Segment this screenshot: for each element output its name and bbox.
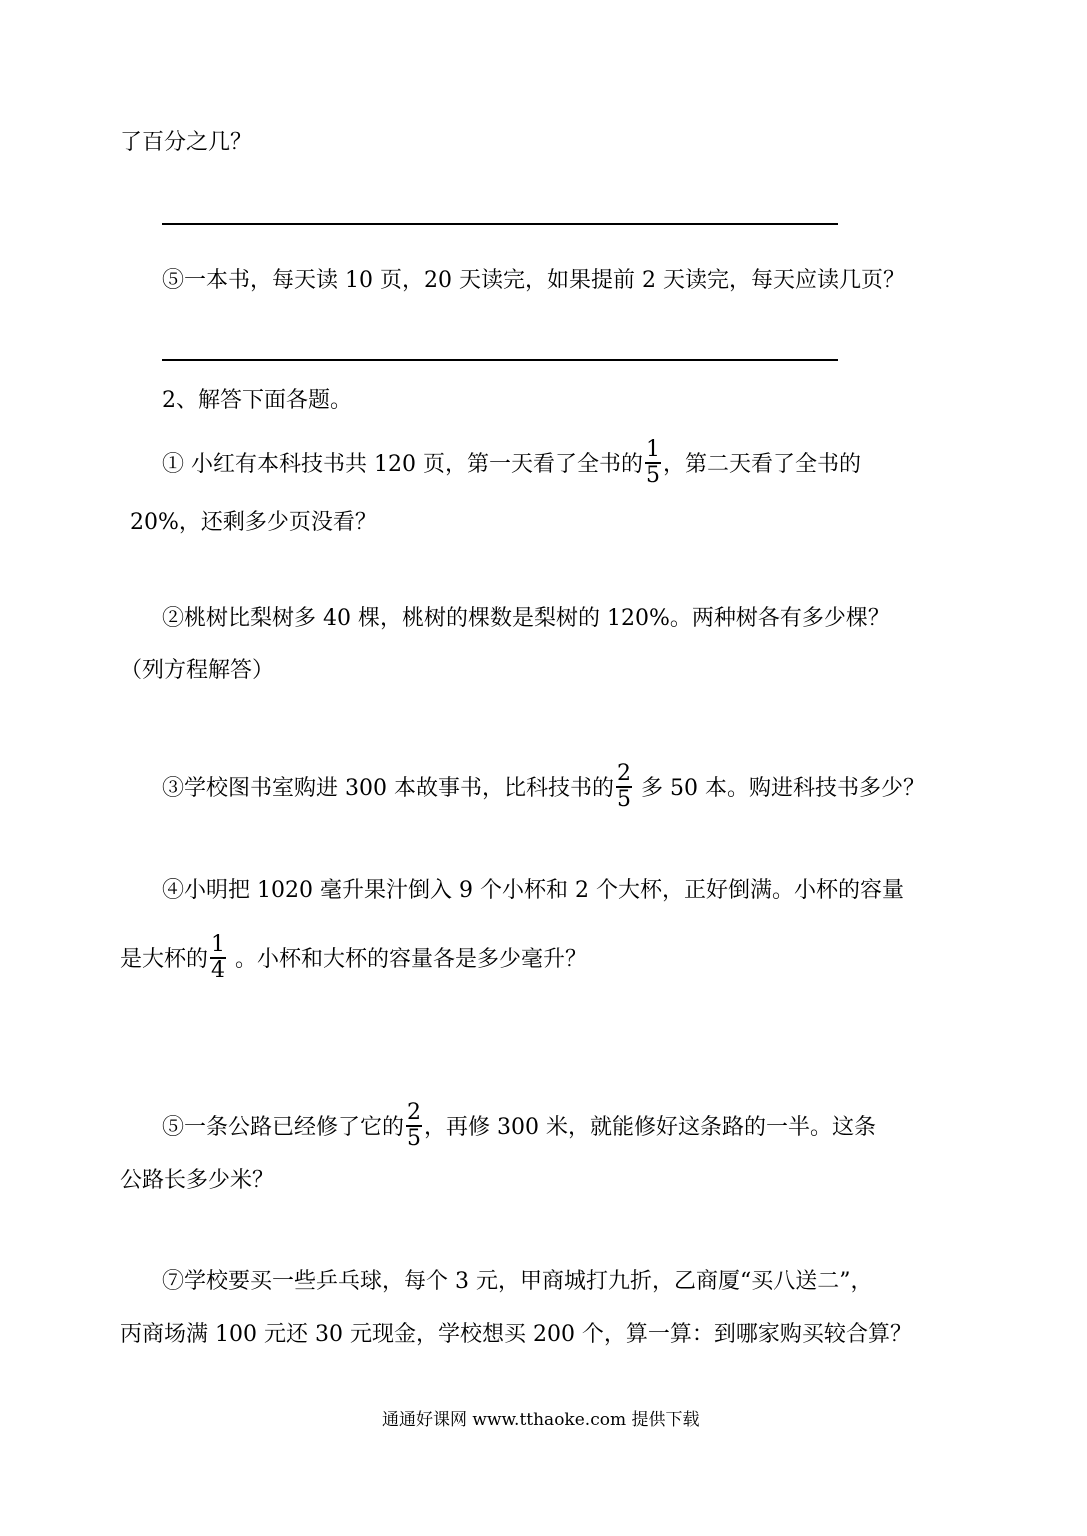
s2-question-3 — [162, 761, 925, 814]
q1-text-b: ，第二天看了全书的 — [662, 452, 861, 477]
fraction — [210, 933, 226, 983]
s2-question-5-line1 — [162, 1100, 876, 1153]
q5-text-a: ⑤一条公路已经修了它的 — [162, 1115, 405, 1140]
answer-line — [162, 359, 838, 361]
fraction-denominator: 5 — [616, 787, 631, 812]
fraction-numerator: 2 — [407, 1100, 422, 1125]
s2-question-7-line2: 丙商场满 100 元还 30 元现金，学校想买 200 个，算一算：到哪家购买较合算？ — [120, 1322, 912, 1347]
s2-question-1-line1 — [162, 437, 861, 490]
fraction-denominator: 5 — [645, 463, 660, 488]
q1-text-a: ① 小红有本科技书共 120 页，第一天看了全书的 — [162, 452, 643, 477]
q4-text-a: 是大杯的 — [120, 947, 209, 972]
fraction-numerator: 1 — [645, 437, 660, 462]
s2-question-1-line2: 20%，还剩多少页没看？ — [130, 510, 377, 535]
q4-text-b: 。小杯和大杯的容量各是多少毫升？ — [228, 947, 588, 972]
q3-text-b: 多 50 本。购进科技书多少？ — [633, 776, 925, 801]
s2-question-7-line1: ⑦学校要买一些乒乓球，每个 3 元，甲商城打九折，乙商厦“买八送二”， — [162, 1269, 873, 1294]
page-footer: 通通好课网 www.tthaoke.com 提供下载 — [382, 1410, 700, 1430]
fraction — [406, 1101, 422, 1151]
answer-line — [162, 223, 838, 225]
fraction — [616, 762, 632, 812]
q3-text-a: ③学校图书室购进 300 本故事书，比科技书的 — [162, 776, 614, 801]
fraction-numerator: 1 — [211, 932, 226, 957]
s2-question-5-line2: 公路长多少米？ — [120, 1168, 275, 1193]
fraction-numerator: 2 — [616, 761, 631, 786]
section-heading: 2、解答下面各题。 — [162, 388, 352, 413]
fraction-denominator: 4 — [211, 958, 226, 983]
s2-question-4-line2 — [120, 932, 588, 985]
question-continuation: 了百分之几？ — [120, 130, 253, 155]
s2-question-2-line2: （列方程解答） — [120, 658, 275, 683]
s2-question-4-line1: ④小明把 1020 毫升果汁倒入 9 个小杯和 2 个大杯，正好倒满。小杯的容量 — [162, 878, 904, 903]
fraction-denominator: 5 — [407, 1126, 422, 1151]
fraction — [645, 438, 661, 488]
question-5-text: ⑤一本书，每天读 10 页，20 天读完，如果提前 2 天读完，每天应读几页？ — [162, 268, 905, 293]
q5-text-b: ，再修 300 米，就能修好这条路的一半。这条 — [424, 1115, 876, 1140]
s2-question-2-line1: ②桃树比梨树多 40 棵，桃树的棵数是梨树的 120%。两种树各有多少棵？ — [162, 606, 890, 631]
